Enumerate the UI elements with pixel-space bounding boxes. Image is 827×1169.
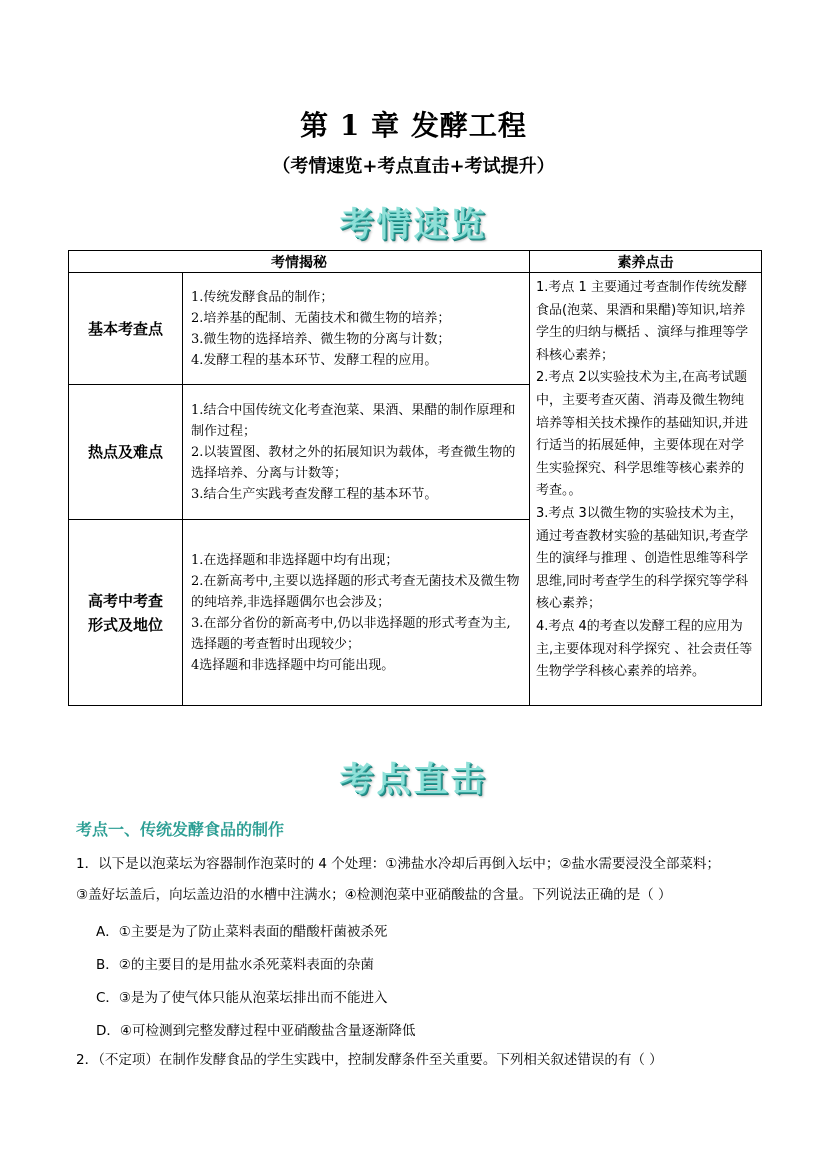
question-1-line-1: 1．以下是以泡菜坛为容器制作泡菜时的 4 个处理：①沸盐水冷却后再倒入坛中；②盐水需要浸没全部菜料； (76, 856, 720, 872)
list-item: 3.结合生产实践考查发酵工程的基本环节。 (191, 486, 438, 502)
row-content-basic (183, 273, 530, 385)
row-content-hotspots (183, 385, 530, 520)
literacy-point: 3.考点 3以微生物的实验技术为主，通过考查教材实验的基础知识,考查学生的演绎与推理 、创造性思维等科学思维,同时考查学生的科学探究等学科核心素养； (536, 505, 749, 612)
option-b[interactable]: B．②的主要目的是用盐水杀死菜料表面的杂菌 (96, 957, 374, 973)
literacy-point: 1.考点 1 主要通过考查制作传统发酵食品(泡菜、果酒和果醋)等知识,培养学生的归纳与概括 、演绎与推理等学科核心素养； (536, 280, 749, 363)
list-item: 3.微生物的选择培养、微生物的分离与计数； (191, 331, 451, 347)
list-item: 1.在选择题和非选择题中均有出现； (191, 552, 399, 568)
section-title: 考点一、传统发酵食品的制作 (76, 820, 285, 839)
question-1-line-2: ③盖好坛盖后，向坛盖边沿的水槽中注满水；④检测泡菜中亚硝酸盐的含量。下列说法正确的是（ ） (76, 887, 672, 903)
list-item: 4选择题和非选择题中均可能出现。 (191, 657, 395, 673)
banner-overview: 考情速览 (339, 205, 488, 245)
row-content-exam-form (183, 520, 530, 706)
option-d[interactable]: D．④可检测到完整发酵过程中亚硝酸盐含量逐渐降低 (96, 1023, 416, 1039)
row-label-hotspots: 热点及难点 (69, 385, 183, 520)
page-subtitle: （考情速览+考点直击+考试提升） (272, 156, 555, 177)
list-item: 2.在新高考中,主要以选择题的形式考查无菌技术及微生物的纯培养,非选择题偶尔也会涉及； (191, 573, 520, 610)
list-item: 2.培养基的配制、无菌技术和微生物的培养； (191, 310, 451, 326)
literacy-point: 2.考点 2以实验技术为主,在高考试题中，主要考查灭菌、消毒及微生物纯培养等相关技术操作的基础知识,并进行适当的拓展延伸，主要体现在对学生实验探究、科学思维等核心素养的考查。。 (536, 370, 749, 499)
option-a[interactable]: A．①主要是为了防止菜料表面的醋酸杆菌被杀死 (96, 924, 388, 940)
list-item: 1.结合中国传统文化考查泡菜、果酒、果醋的制作原理和制作过程； (191, 402, 516, 439)
page-title: 第 1 章 发酵工程 (300, 109, 527, 142)
col-head-literacy: 素养点击 (530, 251, 762, 273)
list-item: 1.传统发酵食品的制作； (191, 289, 334, 305)
literacy-point: 4.考点 4的考查以发酵工程的应用为主,主要体现对科学探究 、社会责任等生物学学科核心素养的培养。 (536, 618, 753, 680)
col-head-secrets: 考情揭秘 (69, 251, 530, 273)
literacy-points (530, 273, 762, 706)
list-item: 3.在部分省份的新高考中,仍以非选择题的形式考查为主,选择题的考查暂时出现较少； (191, 615, 511, 652)
list-item: 4.发酵工程的基本环节、发酵工程的应用。 (191, 352, 438, 368)
overview-table (68, 250, 762, 706)
question-2-line-1: 2．（不定项）在制作发酵食品的学生实践中，控制发酵条件至关重要。下列相关叙述错误的有（ ） (76, 1052, 663, 1068)
list-item: 2.以装置图、教材之外的拓展知识为载体，考查微生物的选择培养、分离与计数等； (191, 444, 516, 481)
banner-direct: 考点直击 (339, 760, 488, 800)
row-label-basic: 基本考查点 (69, 273, 183, 385)
row-label-exam-form: 高考中考查 形式及地位 (69, 520, 183, 706)
option-c[interactable]: C．③是为了使气体只能从泡菜坛排出而不能进入 (96, 990, 388, 1006)
